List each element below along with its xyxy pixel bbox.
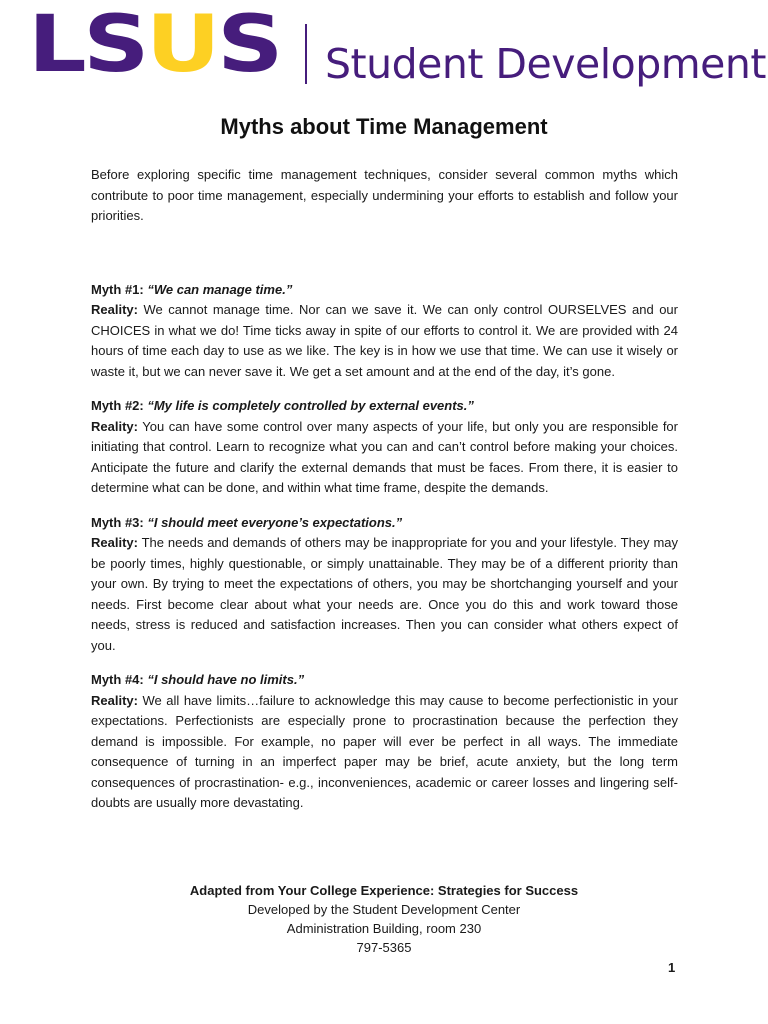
reality-label: Reality: <box>91 692 138 708</box>
reality-text: The needs and demands of others may be inappropriate for you and your lifestyle. They may be poorly times, highly questionable, or simply unattainable. They may be of a different priority than your own. By trying to meet the expectations of others, you may be shortchanging yourself and your needs. First become clear about what your needs are. Once you do this and work toward those needs, stress is reduced and satisfaction increases. Then you can consider what others expect of you. <box>91 535 678 653</box>
reality-paragraph <box>91 691 678 814</box>
reality-text: We all have limits…failure to acknowledge this may cause to become perfectionistic in your expectations. Perfectionists are especially prone to procrastination because the perfection they demand is impossible. For example, no paper will ever be perfect in all ways. The immediate consequence of turning in an imperfect paper may be brief, acute anxiety, but the long term consequences of procrastination- e.g., inconveniences, academic or career losses and lingering self-doubts are usually more devastating. <box>91 692 678 810</box>
logo-letters-ls: LS <box>28 0 146 90</box>
footer-source: Adapted from Your College Experience: Strategies for Success <box>189 883 579 898</box>
logo-letter-s: S <box>217 0 280 90</box>
reality-label: Reality: <box>91 418 138 434</box>
reality-paragraph <box>91 300 678 382</box>
myth-section-1 <box>91 280 678 383</box>
footer-developer: Developed by the Student Development Center <box>247 902 521 917</box>
page-footer <box>0 881 768 957</box>
header-subtitle: Student Development <box>325 40 766 88</box>
reality-label: Reality: <box>91 302 138 317</box>
reality-paragraph <box>91 417 678 499</box>
myth-section-4 <box>91 670 678 814</box>
myth-heading <box>91 396 678 417</box>
myth-section-3 <box>91 513 678 657</box>
myth-heading <box>91 280 678 301</box>
page-number: 1 <box>668 960 676 975</box>
myth-quote: “I should have no limits.” <box>147 672 305 687</box>
document-body <box>91 165 678 828</box>
logo-letter-u: U <box>145 0 218 90</box>
reality-text: We cannot manage time. Nor can we save it. We can only control OURSELVES and our CHOICES in what we do! Time ticks away in spite of our efforts to control it. We are provided with 24 hours of time each day to use as we like. The key is in how we use that time. We can use it wisely or waste it, but we can never save it. We get a set amount and at the end of the day, it’s gone. <box>91 302 678 379</box>
myth-heading <box>91 513 678 534</box>
myth-section-2 <box>91 396 678 499</box>
page-title: Myths about Time Management <box>220 114 548 139</box>
myth-quote: “I should meet everyone’s expectations.” <box>147 514 403 530</box>
page-header <box>0 0 768 100</box>
intro-paragraph: Before exploring specific time management techniques, consider several common myths which contribute to poor time management, especially undermining your efforts to establish and follow your priorities. <box>91 167 678 223</box>
myth-quote: “My life is completely controlled by external events.” <box>147 398 474 413</box>
footer-phone: 797-5365 <box>356 940 412 955</box>
myth-heading <box>91 670 678 691</box>
myth-label: Myth #1: <box>91 281 148 297</box>
myth-quote: “We can manage time.” <box>147 281 293 297</box>
logo-divider <box>305 24 307 84</box>
myth-label: Myth #2: <box>91 398 148 413</box>
lsus-logo <box>28 0 280 90</box>
myth-label: Myth #3: <box>91 514 148 530</box>
myth-label: Myth #4: <box>91 672 148 687</box>
reality-text: You can have some control over many aspects of your life, but only you are responsible for initiating that control. Learn to recognize what you can and can’t control before making your choices. Anticipate the future and clarify the external demands that must be faces. From there, it is easier to determine what can be done, and within what time frame, despite the demands. <box>91 418 678 495</box>
footer-location: Administration Building, room 230 <box>286 921 482 936</box>
reality-label: Reality: <box>91 535 138 550</box>
reality-paragraph <box>91 533 678 656</box>
